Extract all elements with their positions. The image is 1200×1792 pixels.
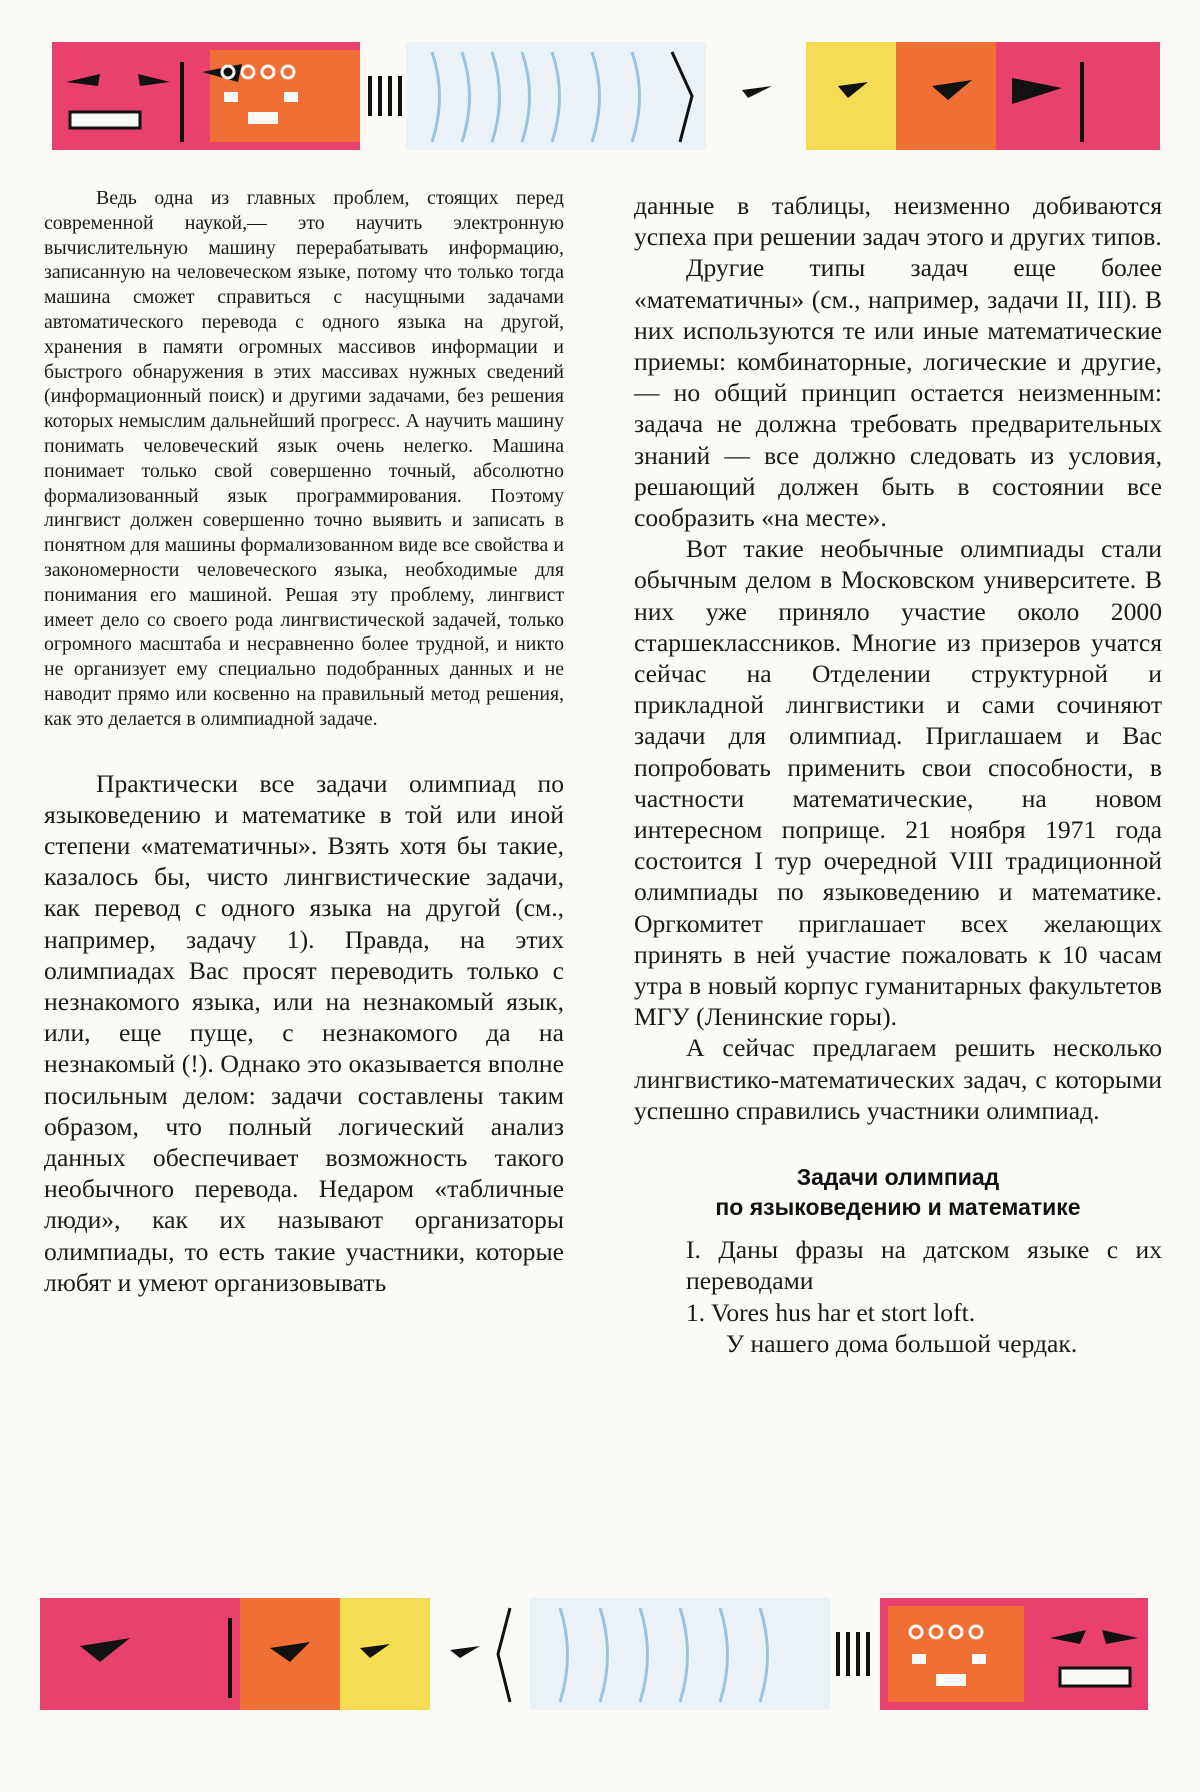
task-intro: I. Даны фразы на датском языке с их переводами <box>686 1235 1162 1296</box>
section-heading <box>634 1162 1162 1222</box>
section-heading-line1: Задачи олимпиад <box>796 1164 1000 1191</box>
example-line <box>634 1297 1162 1328</box>
example-number: 1. <box>686 1297 706 1327</box>
section-heading-line2: по языковедению и математике <box>715 1194 1081 1221</box>
example-danish: Vores hus har et stort loft. <box>711 1297 976 1327</box>
main-paragraph: Практически все задачи олимпиад по языковедению и математике в той или иной степени «математичны». Взять хотя бы такие, казалось бы, чисто лингвистические задачи, как перевод с одного языка на другой (см., например, задачу 1). Правда, на этих олимпиадах Вас просят переводить только с незнакомого языка, или на незнакомый язык, или, еще пуще, с незнакомого да на незнакомый (!). Однако это оказывается вполне посильным делом: задачи составлены таким образом, что полный логический анализ данных обеспечивает возможность такого необычного перевода. Недаром «табличные люди», как их называют организаторы олимпиады, то есть такие участники, которые любят и умеют организовывать <box>44 768 564 1297</box>
example-translation: У нашего дома большой чердак. <box>726 1328 1078 1358</box>
right-column <box>634 190 1162 1359</box>
robot-faces-illustration-bottom <box>40 1598 1148 1710</box>
left-column <box>44 186 564 1298</box>
intro-paragraph: Ведь одна из главных проблем, стоящих перед современной наукой,— это научить электронную вычислительную машину перерабатывать информацию, записанную на человеческом языке, потому что только тогда машина сможет справиться с насущными задачами автоматического перевода с одного языка на другой, хранения в памяти огромных массивов информации и быстрого обнаружения в этих массивах нужных сведений (информационный поиск) и другими задачами, без решения которых немыслим дальнейший прогресс. А научить машину понимать человеческий язык очень нелегко. Машина понимает только свой совершенно точный, абсолютно формализованный язык программирования. Поэтому лингвист должен совершенно точно выявить и записать в понятном для машины формализованном виде все свойства и закономерности человеческого языка, необходимые для понимания его машиной. Решая эту проблему, лингвист имеет дело со своего рода лингвистической задачей, только огромного масштаба и несравненно более трудной, и никто не организует ему специально подобранных данных и не наводит прямо или косвенно на правильный метод решения, как это делается в олимпиадной задаче. <box>44 187 564 730</box>
paragraph-other-types: Другие типы задач еще более «математичны» (см., например, задачи II, III). В них используются те или иные математические приемы: комбинаторные, логические и другие,— но общий принцип остается неизменным: задача не должна требовать предварительных знаний — все должно следовать из условия, решающий должен быть в состоянии все сообразить «на месте». <box>634 253 1163 533</box>
robot-faces-illustration-top <box>52 42 1160 150</box>
bottom-decorative-banner <box>40 1598 1148 1710</box>
top-decorative-banner <box>52 42 1160 150</box>
paragraph-olympiads-moscow: Вот такие необычные олимпиады стали обычным делом в Московском университете. В них уже приняло участие около 2000 старшеклассников. Многие из призеров учатся сейчас на Отделении структурной и прикладной лингвистики и сами сочиняют задачи для олимпиад. Приглашаем и Вас попробовать применить свои способности, в частности математические, на новом интересном поприще. 21 ноября 1971 года состоится I тур очередной VIII традиционной олимпиады по языковедению и математике. Оргкомитет приглашает всех желающих принять в ней участие пожаловать к 10 часам утра в новый корпус гуманитарных факультетов МГУ (Ленинские горы). <box>634 534 1162 1032</box>
continuation-paragraph: данные в таблицы, неизменно добиваются успеха при решении задач этого и других типов. <box>634 191 1162 252</box>
paragraph-invitation: А сейчас предлагаем решить несколько лингвистико-математических задач, с которыми успешно справились участники олимпиад. <box>634 1033 1162 1125</box>
